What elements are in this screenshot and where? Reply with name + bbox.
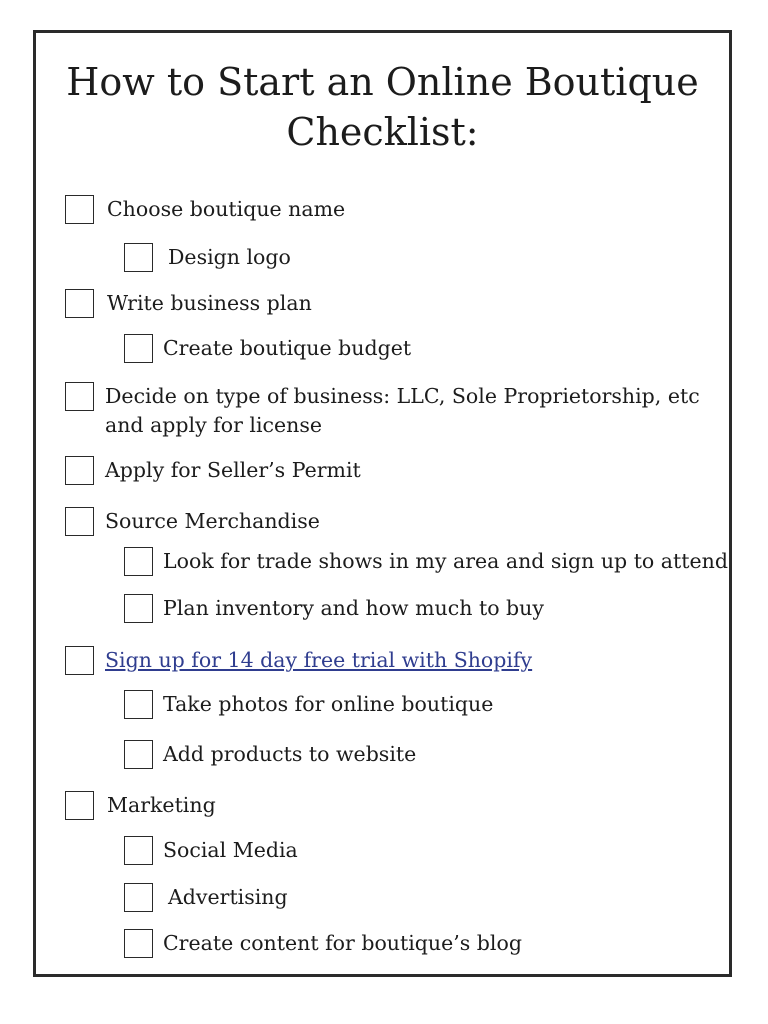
checkbox[interactable]	[65, 195, 94, 224]
checkbox[interactable]	[65, 646, 94, 675]
checkbox[interactable]	[124, 929, 153, 958]
item-label: Create content for boutique’s blog	[163, 931, 522, 955]
item-label: Add products to website	[163, 742, 417, 766]
item-label: Advertising	[168, 885, 288, 909]
checkbox[interactable]	[124, 547, 153, 576]
checkbox[interactable]	[65, 382, 94, 411]
item-label: Apply for Seller’s Permit	[105, 458, 361, 482]
item-label: Take photos for online boutique	[163, 692, 494, 716]
item-label: Decide on type of business: LLC, Sole Proprietorship, etc and apply for license	[105, 384, 700, 437]
title-line-2: Checklist:	[286, 110, 479, 154]
checkbox[interactable]	[124, 243, 153, 272]
checklist-sheet	[33, 30, 732, 977]
checkbox[interactable]	[124, 740, 153, 769]
checkbox[interactable]	[124, 690, 153, 719]
item-label: Plan inventory and how much to buy	[163, 596, 544, 620]
page-title	[36, 57, 729, 157]
item-label: Design logo	[168, 245, 291, 269]
checkbox[interactable]	[124, 883, 153, 912]
checkbox[interactable]	[65, 791, 94, 820]
checkbox[interactable]	[124, 594, 153, 623]
checkbox[interactable]	[124, 836, 153, 865]
item-label: Look for trade shows in my area and sign up to attend	[163, 549, 728, 573]
checkbox[interactable]	[124, 334, 153, 363]
item-label: Social Media	[163, 838, 298, 862]
checkbox[interactable]	[65, 456, 94, 485]
checkbox[interactable]	[65, 507, 94, 536]
item-label: Choose boutique name	[107, 197, 346, 221]
item-label: Create boutique budget	[163, 336, 412, 360]
item-label: Source Merchandise	[105, 509, 320, 533]
shopify-trial-link[interactable]: Sign up for 14 day free trial with Shopify	[105, 648, 533, 672]
item-label: Write business plan	[107, 291, 312, 315]
checkbox[interactable]	[65, 289, 94, 318]
title-line-1: How to Start an Online Boutique	[66, 60, 699, 104]
item-label: Marketing	[107, 793, 216, 817]
